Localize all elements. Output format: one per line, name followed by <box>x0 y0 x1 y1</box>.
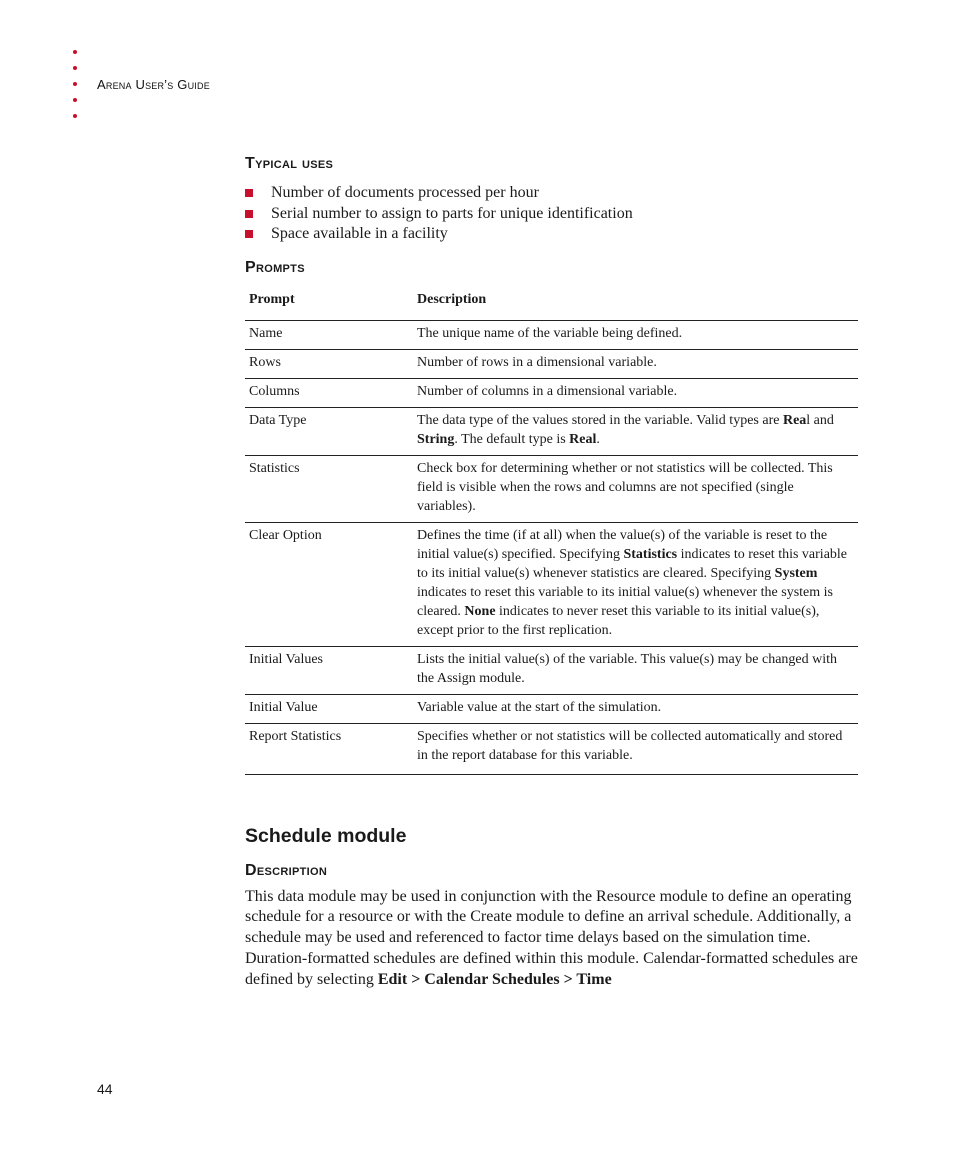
description-cell <box>413 320 858 349</box>
margin-dot <box>73 98 77 102</box>
bold-term: String <box>417 431 455 447</box>
bold-term: Rea <box>782 412 807 428</box>
list-item-text: Number of documents processed per hour <box>271 184 539 201</box>
running-head: Arena User’s Guide <box>97 77 210 92</box>
prompt-cell: Initial Value <box>245 694 413 723</box>
text-run: indicates to reset this variable to its initial value(s) whenever statistics are cleared. Specifying <box>417 546 848 581</box>
prompt-cell: Report Statistics <box>245 723 413 774</box>
description-paragraph <box>245 887 858 991</box>
description-cell <box>413 349 858 378</box>
list-item-text: Space available in a facility <box>271 225 448 242</box>
menu-path: Edit > Calendar Schedules > Time <box>377 970 612 988</box>
text-run: The data type of the values stored in the variable. Valid types are <box>417 412 783 428</box>
margin-dot <box>73 82 77 86</box>
table-row <box>245 723 858 774</box>
description-cell <box>413 646 858 694</box>
table-row <box>245 349 858 378</box>
bold-term: None <box>464 603 496 619</box>
margin-dot <box>73 66 77 70</box>
text-run: . The default type is <box>454 431 570 447</box>
description-cell <box>413 407 858 455</box>
text-run: Variable value at the start of the simulation. <box>417 699 662 715</box>
text-run: indicates to reset this variable to its initial value(s) whenever the system is cleared. <box>417 584 834 619</box>
list-item-text: Serial number to assign to parts for unique identification <box>271 204 633 222</box>
column-header-prompt: Prompt <box>245 285 413 321</box>
square-bullet-icon <box>245 210 253 218</box>
text-run: Check box for determining whether or not statistics will be collected. This field is visible when the rows and columns are not specified (single variables). <box>417 460 833 514</box>
text-run: . <box>596 431 600 447</box>
table-header-row <box>245 285 858 321</box>
table-row <box>245 646 858 694</box>
text-run: This data module may be used in conjunction with the Resource module to define an operating schedule for a resource or with the Create module to define an arrival schedule. Additionally, a schedule may be used and referenced to factor time delays based on the simulation time. Duration-formatted schedules are defined within this module. Calendar-formatted schedules are defined by selecting <box>245 887 858 988</box>
text-run: l and <box>806 412 834 428</box>
list-item <box>245 183 858 204</box>
section-title: Schedule module <box>245 824 407 847</box>
square-bullet-icon <box>245 189 253 197</box>
text-run: The unique name of the variable being defined. <box>417 325 683 341</box>
square-bullet-icon <box>245 230 253 238</box>
table-row <box>245 407 858 455</box>
prompt-cell: Data Type <box>245 407 413 455</box>
typical-uses-list <box>245 183 858 245</box>
description-cell <box>413 378 858 407</box>
text-run: Number of columns in a dimensional variable. <box>417 383 678 399</box>
bold-term: System <box>774 565 818 581</box>
text-run: indicates to never reset this variable to its initial value(s), except prior to the first replication. <box>417 603 820 638</box>
text-run: Number of rows in a dimensional variable. <box>417 354 657 370</box>
text-run: Specifies whether or not statistics will be collected automatically and stored in the report database for this variable. <box>417 728 843 763</box>
bold-term: Statistics <box>623 546 678 562</box>
text-run: Defines the time (if at all) when the value(s) of the variable is reset to the initial value(s) specified. Specifying <box>417 527 828 562</box>
prompt-cell: Clear Option <box>245 522 413 646</box>
table-row <box>245 522 858 646</box>
margin-dot <box>73 50 77 54</box>
prompt-cell: Name <box>245 320 413 349</box>
table-row <box>245 320 858 349</box>
description-cell <box>413 723 858 774</box>
description-cell <box>413 455 858 522</box>
description-cell <box>413 694 858 723</box>
page-number: 44 <box>97 1081 113 1097</box>
column-header-description: Description <box>413 285 858 321</box>
list-item <box>245 204 858 225</box>
prompt-cell: Rows <box>245 349 413 378</box>
table-row <box>245 378 858 407</box>
description-cell <box>413 522 858 646</box>
page-content <box>245 155 858 990</box>
prompt-cell: Statistics <box>245 455 413 522</box>
prompts-table <box>245 285 858 775</box>
typical-uses-heading: Typical uses <box>245 155 334 172</box>
margin-dot <box>73 114 77 118</box>
text-run: Lists the initial value(s) of the variable. This value(s) may be changed with the Assign module. <box>417 651 838 686</box>
description-heading: Description <box>245 861 328 879</box>
prompt-cell: Initial Values <box>245 646 413 694</box>
prompt-cell: Columns <box>245 378 413 407</box>
bold-term: Real <box>569 431 597 447</box>
table-row <box>245 455 858 522</box>
list-item <box>245 224 858 245</box>
prompts-heading: Prompts <box>245 258 305 276</box>
table-row <box>245 694 858 723</box>
